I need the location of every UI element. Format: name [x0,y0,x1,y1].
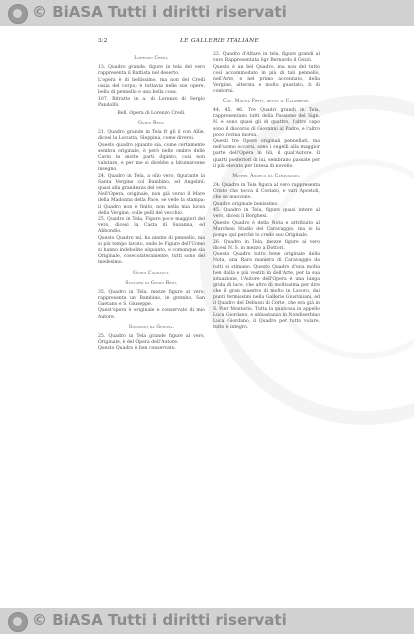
section-heading: Cav. Mattia Preti, detto il Calabrese. [223,99,310,105]
watermark-banner-top [0,0,414,26]
catalog-entry: 13. Quadro grande, figure in tela del vero rappresenta il Battista nel deserto. [98,65,205,77]
catalog-entry: 23. Quadro d'Altare in tela, figure grandi al vero Rappresentata Sgr Bernardo il Gozzi. [213,52,320,64]
right-column [213,52,320,353]
section-heading: Guido Cagnacci. [133,270,170,276]
catalog-entry: 44. 45. 46. Tre Quadri grandi in Tela, rappresentano tutti della Passione del Sign. N. e sono quasi gli di quattro, l'altro capo sono il discorso di Giovanni al Padre, e l'altro poco rovina morsa. [213,108,320,138]
section-heading: Giovanni da Genova. [128,324,175,330]
catalog-entry: 25. Quadro in Tela, Figure poco maggiori del vero, dicesi la Casta di Susanna, ed Abbondio. [98,217,205,235]
running-title: LE GALLERIE ITALIANE [180,38,260,44]
catalog-entry: L'opera è di bellissimo, ma non del Credi ossia del corpo; è tuttavia nelle sue opere, bello di pennello e una bella cosa. [98,77,205,95]
page-number: 3:2 [98,38,108,44]
catalog-entry: 24. Quadro in Tela figura al vero rappresenta Cristo che tocca il Costato, e vari Apostoli, che se muovono. [213,182,320,200]
reference-line: Bell. Opera di Lorenzo Credi. [117,110,186,116]
watermark-text-bottom: © BiASA Tutti i diritti riservati [32,611,287,629]
catalog-entry: 35. Quadro in Tela, mezze figure al vero, rappresenta un Bambino, in grembo, San Gaetano e S. Giuseppe. [98,289,205,307]
catalog-entry: 107. Ritratto in a. di Lorenzo di Sergio Pandolfo. [98,96,205,108]
catalog-entry: Questi tre Opere originali pennellati, ma nell'uomo occorsi, sono i sugelli alla maggior parte dell'Opera in Gli, il qual'Autore. Il quarti posteriori di lui, sembrano passate per il più elevato per Intesa di novello. [213,139,320,169]
catalog-entry: 24. Quadro in Tela, a olio vero, figurante la Santa Vergine col Bambino, ed Angelini; quasi alla grandezza del vero. [98,173,205,191]
catalog-entry: Questo quadro (quanto sia, come certamente sembra originale, è però nelle ombre delle Carni in molte parti dipinto, così non valutare, e per me si direbbe a bitumarsene insegno. [98,142,205,172]
watermark-text-top: © BiASA Tutti i diritti riservati [32,3,287,21]
section-heading: Guido Reni. [138,120,165,126]
page-header [98,38,320,48]
catalog-entry: Questo è un bel Quadro, ma non del tutto così accommodato in più di tali pennello, nell'Arte, e nel primo accennato, della Vergine, alterata e molto guastato, ti di contorni. [213,64,320,95]
catalog-entry: 21. Quadro grande in Tela fr gli il con Allie, dicesi la Locusta, Sleppina, come diversi. [98,129,205,142]
catalog-entry: Questo Quadro è della Nota e attribuito al Marchesi Studio del Caravaggio, ma io la pongo qui perchè lo credo suo Originale. [213,220,320,239]
catalog-entry: 25. Quadro in Tela grande figure al vero, Originale, è del Opera dell'Autore. [98,333,205,345]
left-column [98,52,205,353]
catalog-entry: Questo Quadro mi, ha niente di pennello, ma si più tempo lavato, onde le Figure dell'Uomo si hanno indebolite alquanto, e comunque sia Originale, cosecolateramente, tutti sono del medesimo. [98,236,205,266]
section-heading: Michel Angelo da Caravaggio. [232,173,301,179]
catalog-entry: Quest'opera è originale e conservato di mio Autore. [98,308,205,320]
section-heading: Lorenzo Credi. [134,56,169,61]
biasa-logo-icon [8,4,28,24]
biasa-logo-icon [8,612,28,632]
section-heading: Scolaro di Guido Reni. [125,280,178,286]
catalog-entry: 45. Quadro in Tela, figure quasi intere al vero, dicesi il Borghesi. [213,208,320,220]
catalog-entry: Questo Quadro tutto bene originale della Nota, una Rara maniera di Caravaggio da tutti si stimano. Questo Quadro d'una molta ben dalla e più vestiti in dell'Arte, per la sua situazione, l'Autore dell'Opera è una lunga grida di luce, che altro di moltissima per dire che il gran maestro di molto in Lavoro, dai punti fermissimi nella Gallerie Giustiniani, ed il Quadro del Debussi di Corte, che era già in S. Pier Montorio, Tutta la qualcosa in appello Luca Giordano, e abbastanza in Nondiserbino Luca Giordano, il Quadro per tutto volare, tutto è integro. [213,252,320,331]
catalog-entry: Quadro originale benissimo. [213,201,279,207]
text-columns [98,52,320,353]
watermark-banner-bottom [0,608,414,634]
catalog-entry: 26. Quadro in Tela, mezze figure al vero dicesi N. S. in mezzo a Dottori. [213,239,320,251]
catalog-entry: Questo Quadro è ben conservato. [98,346,176,352]
document-page [98,38,320,583]
catalog-entry: Nell'Opera, originale, non già verso il Mare della Madonna della Pace, se vede la stampa: il Quadro non è finito, non nella mia lucea della Vergine, colle pelli del vecchio. [98,192,205,216]
